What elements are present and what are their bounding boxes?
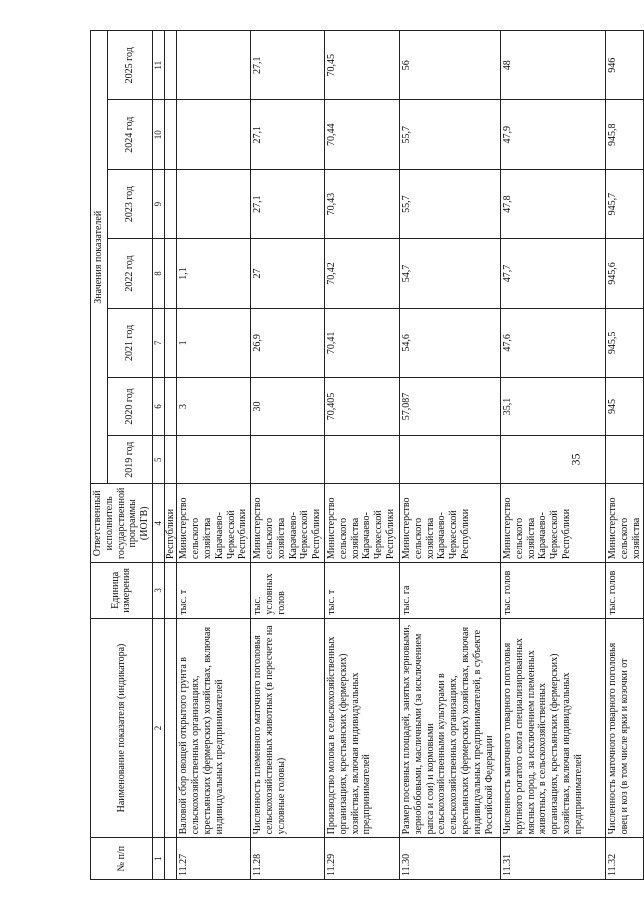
- value-2024: 47,9: [500, 100, 605, 169]
- continuation-exec: Республики: [164, 484, 177, 563]
- value-2019: [500, 435, 605, 484]
- header-name: Наименование показателя (индикатора): [91, 618, 153, 838]
- table-row: [177, 31, 251, 880]
- table-cell: [164, 308, 177, 377]
- value-2021: 54,6: [399, 308, 500, 377]
- value-2020: 30: [251, 378, 325, 436]
- value-2024: [177, 100, 251, 169]
- table-cell: [164, 378, 177, 436]
- table-cell: [164, 435, 177, 484]
- header-year: 2020 год: [108, 378, 153, 436]
- unit: тыс. голов: [500, 563, 605, 619]
- value-2023: 55,7: [399, 169, 500, 238]
- value-2025: 70,45: [324, 31, 399, 101]
- value-2024: 70,44: [324, 100, 399, 169]
- column-number: 7: [152, 308, 164, 377]
- value-2019: [399, 435, 500, 484]
- value-2022: 27: [251, 239, 325, 308]
- value-2025: 27,1: [251, 31, 325, 101]
- value-2019: [605, 435, 643, 484]
- row-number: 11.31: [500, 838, 605, 880]
- column-number-row: [152, 31, 164, 880]
- value-2019: [324, 435, 399, 484]
- header-num: № п/п: [91, 838, 153, 880]
- value-2025: 946: [605, 31, 643, 101]
- value-2024: 27,1: [251, 100, 325, 169]
- column-number: 9: [152, 169, 164, 238]
- table-cell: [164, 838, 177, 880]
- value-2019: [177, 435, 251, 484]
- table-cell: [164, 563, 177, 619]
- executor: Министерство сельского хозяйства: [605, 484, 643, 563]
- table-row: [324, 31, 399, 880]
- table-cell: [164, 169, 177, 238]
- executor: Министерство сельского хозяйства Карачаево-Черкесской Республики: [324, 484, 399, 563]
- header-year: 2024 год: [108, 100, 153, 169]
- header-unit: Единица измерения: [91, 563, 153, 619]
- table-cell: [164, 618, 177, 838]
- executor: Министерство сельского хозяйства Карачаево-Черкесской Республики: [399, 484, 500, 563]
- indicator-name: Валовой сбор овощей открытого грунта в сельскохозяйственных организациях, крестьянских (фермерских) хозяйствах, включая индивидуальных предпринимателей: [177, 618, 251, 838]
- row-number: 11.30: [399, 838, 500, 880]
- table-cell: [164, 100, 177, 169]
- indicators-table: [90, 30, 644, 880]
- header-year: 2023 год: [108, 169, 153, 238]
- table-row: [605, 31, 643, 880]
- value-2025: 56: [399, 31, 500, 101]
- table-row: [399, 31, 500, 880]
- column-number: 8: [152, 239, 164, 308]
- row-number: 11.27: [177, 838, 251, 880]
- executor: Министерство сельского хозяйства Карачаево-Черкесской Республики: [177, 484, 251, 563]
- value-2023: 27,1: [251, 169, 325, 238]
- row-number: 11.28: [251, 838, 325, 880]
- value-2022: 47,7: [500, 239, 605, 308]
- value-2020: 70,405: [324, 378, 399, 436]
- column-number: 6: [152, 378, 164, 436]
- header-values-group: Значения показателей: [91, 31, 108, 484]
- value-2023: 70,43: [324, 169, 399, 238]
- unit: тыс. га: [399, 563, 500, 619]
- value-2020: 35,1: [500, 378, 605, 436]
- table-cell: [164, 239, 177, 308]
- executor: Министерство сельского хозяйства Карачаево-Черкесской Республики: [500, 484, 605, 563]
- value-2024: 55,7: [399, 100, 500, 169]
- value-2022: 945,6: [605, 239, 643, 308]
- column-number: 10: [152, 100, 164, 169]
- value-2022: 70,42: [324, 239, 399, 308]
- indicator-name: Численность маточного товарного поголовья крупного рогатого скота специализированных мясных пород, за исключением племенных животных, в сельскохозяйственных организациях, крестьянских (фермерских) хозяйствах, включая индивидуальных предпринимателей: [500, 618, 605, 838]
- column-number: 4: [152, 484, 164, 563]
- column-number: 1: [152, 838, 164, 880]
- column-number: 5: [152, 435, 164, 484]
- unit: тыс. условных голов: [251, 563, 325, 619]
- executor: Министерство сельского хозяйства Карачаево-Черкесской Республики: [251, 484, 325, 563]
- header-year: 2025 год: [108, 31, 153, 101]
- value-2023: 945,7: [605, 169, 643, 238]
- indicator-name: Производство молока в сельскохозяйственных организациях, крестьянских (фермерских) хозяйствах, включая индивидуальных предпринимателей: [324, 618, 399, 838]
- unit: тыс. т: [177, 563, 251, 619]
- table-row: [500, 31, 605, 880]
- value-2023: 47,8: [500, 169, 605, 238]
- table-row: [251, 31, 325, 880]
- value-2023: [177, 169, 251, 238]
- header-year: 2021 год: [108, 308, 153, 377]
- page-number: 35: [568, 453, 583, 466]
- indicator-name: Численность маточного товарного поголовья овец и коз (в том числе ярки и козочки от: [605, 618, 643, 838]
- indicator-name: Численность племенного маточного поголовья сельскохозяйственных животных (в пересчете на условные головы): [251, 618, 325, 838]
- indicator-name: Размер посевных площадей, занятых зерновыми, зернобобовыми, масличными (за исключением рапса и сои) и кормовыми сельскохозяйственными культурами в сельскохозяйственных организациях, крестьянских (фермерских) хозяйствах, включая индивидуальных предпринимателей, в субъекте Российской Федерации: [399, 618, 500, 838]
- value-2020: 945: [605, 378, 643, 436]
- row-number: 11.29: [324, 838, 399, 880]
- value-2021: 945,5: [605, 308, 643, 377]
- column-number: 2: [152, 618, 164, 838]
- unit: тыс. голов: [605, 563, 643, 619]
- value-2021: 70,41: [324, 308, 399, 377]
- value-2022: 54,7: [399, 239, 500, 308]
- value-2025: 48: [500, 31, 605, 101]
- table-cell: [164, 31, 177, 101]
- value-2020: 57,087: [399, 378, 500, 436]
- header-exec: Ответственный исполнитель государственной программы (ИОГВ): [91, 484, 153, 563]
- value-2021: 26,9: [251, 308, 325, 377]
- header-year: 2022 год: [108, 239, 153, 308]
- value-2019: [251, 435, 325, 484]
- row-number: 11.32: [605, 838, 643, 880]
- column-number: 3: [152, 563, 164, 619]
- rotated-table-wrapper: [90, 30, 642, 880]
- value-2024: 945,8: [605, 100, 643, 169]
- column-number: 11: [152, 31, 164, 101]
- value-2022: 1,1: [177, 239, 251, 308]
- value-2021: 47,6: [500, 308, 605, 377]
- value-2021: 1: [177, 308, 251, 377]
- value-2020: 3: [177, 378, 251, 436]
- continuation-row: [164, 31, 177, 880]
- unit: тыс. т: [324, 563, 399, 619]
- header-year: 2019 год: [108, 435, 153, 484]
- value-2025: [177, 31, 251, 101]
